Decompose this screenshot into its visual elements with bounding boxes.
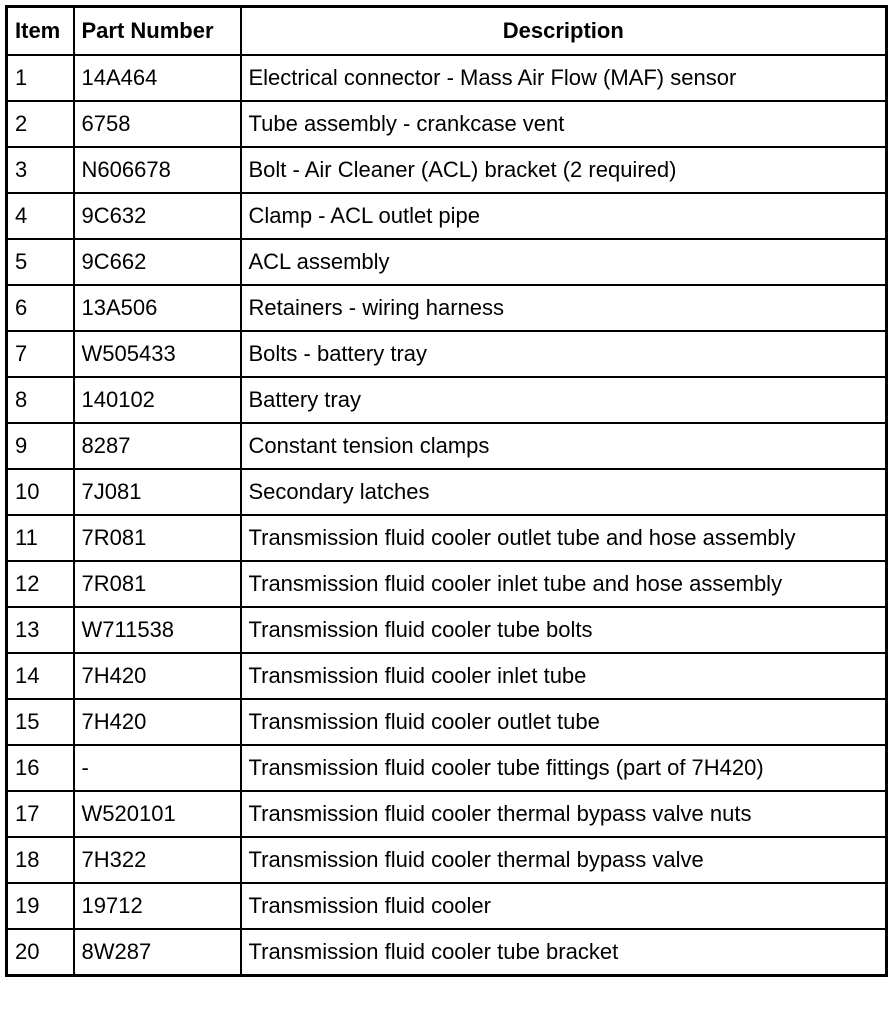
table-row <box>7 561 887 607</box>
table-row <box>7 239 887 285</box>
item-cell: 10 <box>7 469 74 515</box>
description-cell: Transmission fluid cooler tube bolts <box>241 607 887 653</box>
table-row <box>7 791 887 837</box>
part-number-cell: 9C632 <box>74 193 241 239</box>
table-row <box>7 423 887 469</box>
part-number-cell: 7R081 <box>74 561 241 607</box>
item-cell: 14 <box>7 653 74 699</box>
description-cell: Transmission fluid cooler thermal bypass valve nuts <box>241 791 887 837</box>
part-number-cell: 7H322 <box>74 837 241 883</box>
item-cell: 20 <box>7 929 74 976</box>
header-description: Description <box>241 7 887 56</box>
part-number-cell: 7H420 <box>74 653 241 699</box>
item-cell: 3 <box>7 147 74 193</box>
item-cell: 7 <box>7 331 74 377</box>
table-row <box>7 101 887 147</box>
part-number-cell: 8W287 <box>74 929 241 976</box>
item-cell: 5 <box>7 239 74 285</box>
part-number-cell: 7J081 <box>74 469 241 515</box>
table-row <box>7 929 887 976</box>
item-cell: 1 <box>7 55 74 101</box>
description-cell: Battery tray <box>241 377 887 423</box>
part-number-cell: N606678 <box>74 147 241 193</box>
table-row <box>7 377 887 423</box>
description-cell: Transmission fluid cooler tube fittings (part of 7H420) <box>241 745 887 791</box>
item-cell: 18 <box>7 837 74 883</box>
table-row <box>7 699 887 745</box>
description-cell: Bolt - Air Cleaner (ACL) bracket (2 required) <box>241 147 887 193</box>
table-body <box>7 55 887 976</box>
description-cell: Clamp - ACL outlet pipe <box>241 193 887 239</box>
description-cell: Retainers - wiring harness <box>241 285 887 331</box>
item-cell: 6 <box>7 285 74 331</box>
table-row <box>7 331 887 377</box>
item-cell: 11 <box>7 515 74 561</box>
description-cell: Transmission fluid cooler thermal bypass valve <box>241 837 887 883</box>
part-number-cell: W711538 <box>74 607 241 653</box>
table-row <box>7 285 887 331</box>
table-row <box>7 745 887 791</box>
description-cell: Transmission fluid cooler inlet tube <box>241 653 887 699</box>
table-row <box>7 883 887 929</box>
description-cell: Secondary latches <box>241 469 887 515</box>
table-row <box>7 147 887 193</box>
item-cell: 15 <box>7 699 74 745</box>
part-number-cell: 14A464 <box>74 55 241 101</box>
item-cell: 19 <box>7 883 74 929</box>
table-row <box>7 469 887 515</box>
part-number-cell: W520101 <box>74 791 241 837</box>
table-row <box>7 607 887 653</box>
table-row <box>7 653 887 699</box>
part-number-cell: 140102 <box>74 377 241 423</box>
part-number-cell: 6758 <box>74 101 241 147</box>
description-cell: Transmission fluid cooler outlet tube and hose assembly <box>241 515 887 561</box>
part-number-cell: 7R081 <box>74 515 241 561</box>
item-cell: 13 <box>7 607 74 653</box>
table-header-row <box>7 7 887 56</box>
part-number-cell: 19712 <box>74 883 241 929</box>
description-cell: Bolts - battery tray <box>241 331 887 377</box>
header-item: Item <box>7 7 74 56</box>
description-cell: Constant tension clamps <box>241 423 887 469</box>
item-cell: 8 <box>7 377 74 423</box>
table-row <box>7 837 887 883</box>
item-cell: 2 <box>7 101 74 147</box>
item-cell: 16 <box>7 745 74 791</box>
table-row <box>7 55 887 101</box>
description-cell: Transmission fluid cooler tube bracket <box>241 929 887 976</box>
description-cell: Transmission fluid cooler inlet tube and hose assembly <box>241 561 887 607</box>
item-cell: 17 <box>7 791 74 837</box>
item-cell: 12 <box>7 561 74 607</box>
part-number-cell: 13A506 <box>74 285 241 331</box>
part-number-cell: - <box>74 745 241 791</box>
description-cell: Transmission fluid cooler outlet tube <box>241 699 887 745</box>
description-cell: ACL assembly <box>241 239 887 285</box>
table-row <box>7 515 887 561</box>
item-cell: 9 <box>7 423 74 469</box>
part-number-cell: 7H420 <box>74 699 241 745</box>
part-number-cell: 8287 <box>74 423 241 469</box>
table-row <box>7 193 887 239</box>
part-number-cell: W505433 <box>74 331 241 377</box>
description-cell: Transmission fluid cooler <box>241 883 887 929</box>
header-part-number: Part Number <box>74 7 241 56</box>
part-number-cell: 9C662 <box>74 239 241 285</box>
description-cell: Tube assembly - crankcase vent <box>241 101 887 147</box>
description-cell: Electrical connector - Mass Air Flow (MAF) sensor <box>241 55 887 101</box>
parts-table <box>5 5 888 977</box>
item-cell: 4 <box>7 193 74 239</box>
